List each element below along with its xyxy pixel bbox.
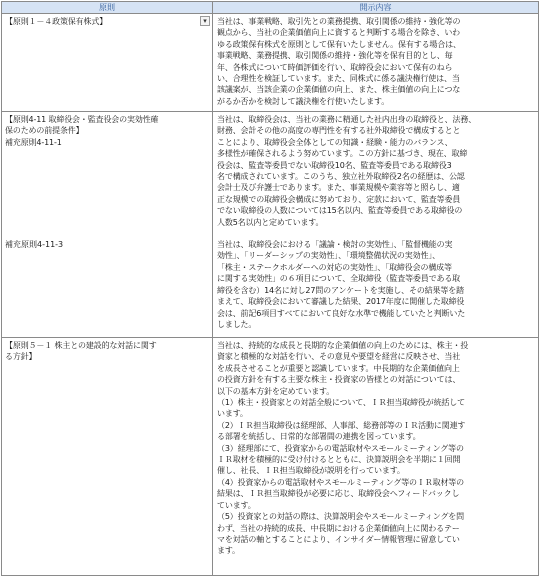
content-cell (213, 112, 538, 337)
principle-cell (2, 112, 213, 337)
principle-label: 【原則4-11 取締役会・監査役会の実効性確 保のための前提条件】 補充原則4-11-1 (5, 115, 159, 147)
content-cell (213, 338, 538, 576)
header-principle: 原則 (2, 2, 213, 13)
principle-label: 【原則５－１ 株主との建設的な対話に関す る方針】 (5, 341, 157, 362)
disclosure-table (1, 1, 539, 576)
principle-cell (2, 338, 213, 576)
content-text-2: 当社は、取締役会における「議論・検討の実効性」、「監督機能の実 効性」、「リーダーシップの実効性」、「環境整備状況の実効性」、 「株主・ステークホルダーへの対応の実効性」、「取締役会の構成等 に関する実効性」の６項目について、全取締役（監査等委員である取 締役を含む）14名に対し27問のアンケートを実施し、その結果等を踏 まえて、取締役会において審議した結果、2017年度に開催した取締役 会は、前記6項目すべてにおいて良好な水準で機能していたと判断いた しました。 (217, 240, 466, 329)
table-row (2, 112, 538, 338)
chevron-down-icon[interactable]: ▾ (200, 16, 210, 26)
header-content: 開示内容 (359, 3, 392, 12)
sub-principle-label: 補充原則4-11-3 (5, 240, 64, 249)
content-text: 当社は、取締役会は、当社の業務に精通した社内出身の取締役と、法務、 財務、会計その他の高度の専門性を有する社外取締役で構成するとと ことにより、取締役会全体としての知識・経験・能力のバランス、 多様性が確保されるよう努めています。この方針に基づき、現在、取締 役会は、監査等委員でない取締役10名、監査等委員である取締役3 名で構成されています。このうち、独立社外取締役2名の経歴は、公認 会計士及び弁護士であります。また、事業規模や業容等と照らし、適 正な規模での取締役会構成に努めており、定款において、監査等委員 でない取締役の人数については15名以内、監査等委員である取締役の 人数5名以内と定めています。 (217, 115, 477, 227)
content-text: 当社は、持続的な成長と長期的な企業価値の向上のためには、株主・投 資家と積極的な対話を行い、その意見や要望を経営に反映させ、当社 を成長させることが重要と認識しています。中長期的な企業価値向上 の投資方針を有する主要な株主・投資家の皆様との対話については、 以下の基本方針を定めています。 （1）株主・投資家との対話全般について、ＩＲ担当取締役が統括して います。 （2）ＩＲ担当取締役は経理部、人事部、総務部等のＩＲ活動に関連す る部署を統括し、日常的な部署間の連携を図っています。 （3）経理部にて、投資家からの電話取材やスモールミーティング等の ＩＲ取材を積極的に受け付けるとともに、決算説明会を半期に１回開 催し、社長、ＩＲ担当取締役が説明を行っています。 （4）投資家からの電話取材やスモールミーティング等のＩＲ取材等の 結果は、ＩＲ担当取締役が必要に応じ、取締役会へフィードバックし ています。 （5）投資家との対話の際は、決算説明会やスモールミーティングを問 わず、当社の持続的成長、中長期における企業価値向上に関わるテー マを対話の軸とすることにより、インサイダー情報管理に留意してい ます。 (217, 341, 469, 556)
principle-label: 【原則１－４政策保有株式】 (5, 17, 108, 26)
principle-cell[interactable] (2, 14, 213, 111)
table-header (2, 2, 538, 14)
table-row (2, 14, 538, 112)
content-text: 当社は、事業戦略、取引先との業務提携、取引関係の維持・強化等の 観点から、当社の企業価値向上に資すると判断する場合を除き、いわ ゆる政策保有株式を原則として保有いたしません。保有する場合は、 事業戦略、業務提携、取引関係の維持・強化等を保有目的とし、毎 年、各株式について時価評価を行い、取締役会において保有のねら い、合理性を検証しています。また、同株式に係る議決権行使は、当 該議案が、当該企業の企業価値の向上、また、株主価値の向上につな がるか否かを検討して議決権を行使いたします。 (217, 17, 461, 106)
table-row (2, 338, 538, 576)
content-cell (213, 14, 538, 111)
